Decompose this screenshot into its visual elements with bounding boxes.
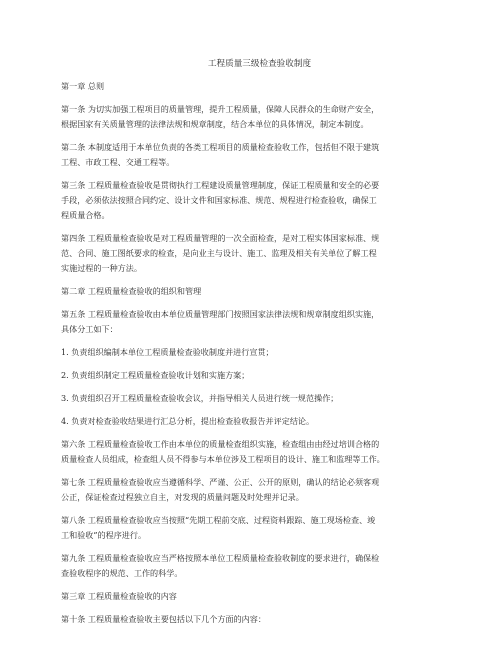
text-line: 1. 负责组织编制本单位工程质量检查验收制度并进行宣贯；	[61, 347, 274, 357]
text-line: 第八条 工程质量检查验收应当按照“先期工程前交底、过程资料跟踪、施工现场检查、竣	[61, 515, 376, 525]
text-line: 4. 负责对检查验收结果进行汇总分析，提出检查验收报告并评定结论。	[61, 416, 315, 426]
text-line: 公正，保证检查过程独立自主，对发现的质量问题及时处理并记录。	[61, 492, 304, 502]
article-2	[61, 140, 450, 170]
text-line: 根据国家有关质量管理的法律法规和规章制度，结合本单位的具体情况，制定本制度。	[61, 119, 369, 129]
text-line: 第十条 工程质量检查验收主要包括以下几个方面的内容：	[61, 614, 266, 624]
text-line: 手段，必须依法按照合同约定、设计文件和国家标准、规范、规程进行检查验收，确保工	[61, 195, 377, 205]
list-item-3	[61, 391, 450, 406]
text-line: 第三条 工程质量检查验收是贯彻执行工程建设质量管理制度，保证工程质量和安全的必要	[61, 180, 380, 190]
list-item-1	[61, 345, 450, 360]
chapter-2-heading	[61, 284, 450, 299]
article-1	[61, 102, 450, 132]
text-line: 查验收程序的规范、工作的科学。	[61, 568, 183, 578]
article-3	[61, 178, 450, 223]
text-line: 程质量合格。	[61, 210, 110, 220]
text-line: 第九条 工程质量检查验收应当严格按照本单位工程质量检查验收制度的要求进行，确保检	[61, 553, 380, 563]
list-item-2	[61, 368, 450, 383]
text-line: 第一条 为切实加强工程项目的质量管理，提升工程质量，保障人民群众的生命财产安全，	[61, 104, 380, 114]
text-line: 第二条 本制度适用于本单位负责的各类工程项目的质量检查验收工作，包括但不限于建筑	[61, 142, 380, 152]
text-line: 实施过程的一种方法。	[61, 263, 142, 273]
article-10	[61, 612, 450, 627]
chapter-1-heading	[61, 79, 450, 94]
chapter-3-heading	[61, 589, 450, 604]
document-title: 工程质量三级检查验收制度	[207, 59, 312, 69]
text-line: 具体分工如下：	[61, 324, 118, 334]
article-7	[61, 475, 450, 505]
article-5	[61, 307, 450, 337]
text-line: 工和验收”的程序进行。	[61, 530, 147, 540]
article-4	[61, 231, 450, 276]
article-9	[61, 551, 450, 581]
text-line: 3. 负责组织召开工程质量检查验收会议，并指导相关人员进行统一规范操作；	[61, 393, 339, 403]
article-8	[61, 513, 450, 543]
text-line: 第三章 工程质量检查验收的内容	[61, 591, 177, 601]
text-line: 第五条 工程质量检查验收由本单位质量管理部门按照国家法律法规和规章制度组织实施，	[61, 309, 380, 319]
text-line: 第六条 工程质量检查验收工作由本单位的质量检查组织实施，检查组由由经过培训合格的	[61, 439, 380, 449]
text-line: 工程、市政工程、交通工程等。	[61, 157, 175, 167]
text-line: 第七条 工程质量检查验收应当遵循科学、严谨、公正、公开的原则，确认的结论必须客观	[61, 477, 380, 487]
text-line: 第二章 工程质量检查验收的组织和管理	[61, 286, 202, 296]
text-line: 范、合同、施工图纸要求的检查，是向业主与设计、施工、监理及相关有关单位了解工程	[61, 248, 377, 258]
text-line: 第四条 工程质量检查验收是对工程质量管理的一次全面检查，是对工程实体国家标准、规	[61, 233, 380, 243]
article-6	[61, 437, 450, 467]
text-line: 质量检查人员组成，检查组人员不得参与本单位涉及工程项目的设计、施工和监理等工作。	[61, 454, 385, 464]
text-line: 第一章 总则	[61, 81, 105, 91]
text-line: 2. 负责组织制定工程质量检查验收计划和实施方案；	[61, 370, 250, 380]
list-item-4	[61, 414, 450, 429]
